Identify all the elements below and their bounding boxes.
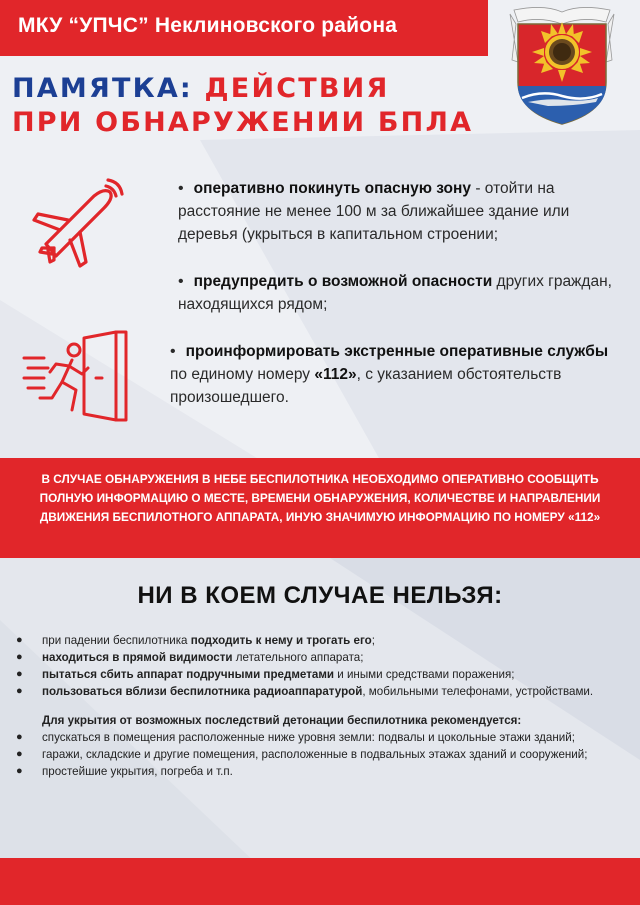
organization-title: МКУ “УПЧС” Неклиновского района [18,14,398,37]
emergency-number: «112» [314,366,357,383]
list-item [16,746,626,763]
list-item [16,683,626,700]
prohibit-2-post: летательного аппарата; [232,651,364,664]
shelter-item-2: гаражи, складские и другие помещения, расположенные в подвальных этажах зданий и сооружений; [42,748,588,761]
action-2-text: других граждан, находящихся рядом; [178,273,612,313]
bullet-icon: ● [16,651,23,663]
prohibit-2-bold: находиться в прямой видимости [42,651,233,664]
action-2-bold: предупредить о возможной опасности [193,273,493,290]
bullet-icon: ● [16,634,23,646]
footer-bar [0,858,640,905]
prohibit-4-bold: пользоваться вблизи беспилотника радиоаппаратурой [42,685,363,698]
prohibit-4-post: , мобильными телефонами, устройствами. [362,685,594,698]
prohibit-3-bold: пытаться сбить аппарат подручными предметами [42,668,335,681]
title-word-actions: ДЕЙСТВИЯ [204,73,390,104]
action-3-bold: проинформировать экстренные оперативные службы [185,343,609,360]
action-list [166,177,628,409]
bullet-icon: ● [16,748,23,760]
list-item [16,649,626,666]
shelter-title: Для укрытия от возможных последствий детонации беспилотника рекомендуется: [42,714,522,727]
prohibit-1-post: ; [371,634,375,647]
bullet-icon: ● [16,685,23,697]
list-item [16,632,626,649]
title-line-2: ПРИ ОБНАРУЖЕНИИ БПЛА [12,107,474,138]
prohibited-list [16,632,626,780]
list-item [16,729,626,746]
list-item [166,177,628,246]
bullet-icon: • [178,273,184,290]
bullet-icon: ● [16,731,23,743]
page-title [12,72,473,140]
action-3-tail: , с указанием обстоятельств произошедшего. [170,366,562,406]
list-item [16,763,626,780]
bullet-icon: • [170,343,176,360]
airplane-icon [24,170,128,274]
list-item [166,270,628,316]
coat-of-arms-emblem [504,2,620,128]
shelter-item-1: спускаться в помещения расположенные ниже уровня земли: подвалы и цокольные этажи зданий; [42,731,575,744]
title-word-memo: ПАМЯТКА: [12,73,193,104]
alert-text: В СЛУЧАЕ ОБНАРУЖЕНИЯ В НЕБЕ БЕСПИЛОТНИКА НЕОБХОДИМО ОПЕРАТИВНО СООБЩИТЬ ПОЛНУЮ ИНФОРМАЦИЮ О МЕСТЕ, ВРЕМЕНИ ОБНАРУЖЕНИЯ, КОЛИЧЕСТВЕ И НАПРАВЛЕНИИ ДВИЖЕНИЯ БЕСПИЛОТНОГО АППАРАТА, ИНУЮ ЗНАЧИМУЮ ИНФОРМАЦИЮ ПО НОМЕРУ «112» [39,472,601,525]
prohibited-section-title: НИ В КОЕМ СЛУЧАЕ НЕЛЬЗЯ: [137,582,503,609]
action-3-text: по единому номеру [170,366,315,383]
bullet-icon: • [178,180,184,197]
running-person-exit-icon [22,328,132,424]
action-1-text: - отойти на расстояние не менее 100 м за ближайшее здание или деревья (укрыться в капитальном строении; [178,180,570,243]
bullet-icon: ● [16,765,23,777]
action-1-bold: оперативно покинуть опасную зону [193,180,472,197]
prohibit-1-pre: при падении беспилотника [42,634,191,647]
shelter-item-3: простейшие укрытия, погреба и т.п. [42,765,233,778]
prohibit-3-post: и иными средствами поражения; [334,668,515,681]
list-item [16,666,626,683]
bullet-icon: ● [16,668,23,680]
prohibit-1-bold: подходить к нему и трогать его [190,634,372,647]
list-item [166,340,628,409]
